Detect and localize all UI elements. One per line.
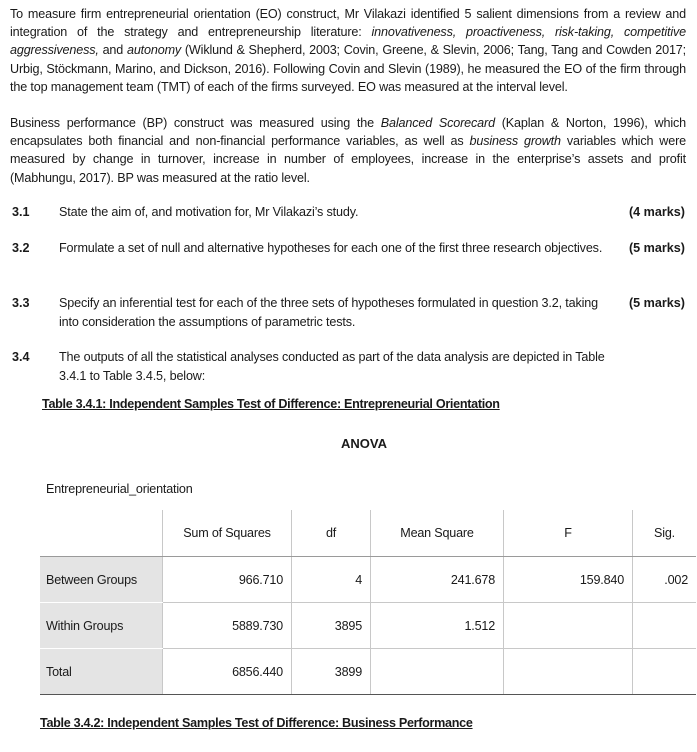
question-text: Formulate a set of null and alternative hypotheses for each one of the first three research objectives. [59, 241, 603, 255]
question-number: 3.2 [12, 241, 30, 255]
cell-sum-of-squares: 5889.730 [163, 603, 292, 649]
p1-text-a: To measure firm entrepreneurial orientation (EO) construct, Mr Vilakazi identified 5 salient dimensions from a review and integration of the strategy and entrepreneurship literature: [10, 7, 686, 40]
table-row [40, 649, 696, 695]
question-text: Specify an inferential test for each of the three sets of hypotheses formulated in question 3.2, taking into consideration the assumptions of parametric tests. [59, 296, 599, 329]
question-marks: (5 marks) [628, 296, 685, 310]
p2-italic-growth: business growth [469, 134, 561, 149]
table-3-4-2-caption: Table 3.4.2: Independent Samples Test of Difference: Business Performance [40, 716, 473, 730]
anova-title: ANOVA [341, 436, 387, 451]
p1-italic-dimensions: innovativeness, proactiveness, risk-taking, competitive aggressiveness, [10, 25, 686, 58]
question-marks: (4 marks) [628, 205, 685, 219]
header-blank [40, 510, 163, 557]
header-sig: Sig. [633, 510, 697, 557]
cell-mean-square: 1.512 [371, 603, 504, 649]
p1-text-c: (Wiklund & Shepherd, 2003; Covin, Greene, & Slevin, 2006; Tang, Tang and Cowden 2017; Urbig, Stöckmann, Marino, and Dickson, 2016). Following Covin and Slevin (1989), he measured the EO of the firm through the top management team (TMT) of each of the firms surveyed. EO was measured at the interval level. [10, 43, 686, 94]
header-f: F [504, 510, 633, 557]
cell-sig [633, 649, 697, 695]
cell-sig [633, 603, 697, 649]
cell-df: 4 [292, 557, 371, 603]
question-text: State the aim of, and motivation for, Mr Vilakazi’s study. [59, 205, 359, 219]
table-header-row [40, 510, 696, 557]
paragraph-bp-construct [10, 114, 686, 187]
question-number: 3.1 [12, 205, 30, 219]
cell-sig: .002 [633, 557, 697, 603]
row-label: Within Groups [40, 603, 163, 649]
table-3-4-1-caption: Table 3.4.1: Independent Samples Test of Difference: Entrepreneurial Orientation [42, 397, 500, 411]
p1-italic-autonomy: autonomy [126, 43, 182, 58]
question-number: 3.4 [12, 350, 30, 364]
cell-sum-of-squares: 966.710 [163, 557, 292, 603]
header-df: df [292, 510, 371, 557]
table-row [40, 557, 696, 603]
cell-mean-square [371, 649, 504, 695]
question-marks: (5 marks) [628, 241, 685, 255]
cell-mean-square: 241.678 [371, 557, 504, 603]
cell-df: 3895 [292, 603, 371, 649]
p2-text-c: variables which were measured by change in turnover, increase in number of employees, increase in the enterprise’s assets and profit (Mabhungu, 2017). BP was measured at the ratio level. [10, 134, 686, 185]
cell-sum-of-squares: 6856.440 [163, 649, 292, 695]
question-text: The outputs of all the statistical analyses conducted as part of the data analysis are depicted in Table 3.4.1 to Table 3.4.5, below: [59, 350, 605, 383]
anova-table [40, 510, 696, 695]
cell-f [504, 649, 633, 695]
paragraph-eo-construct [10, 5, 686, 96]
p2-text-a: Business performance (BP) construct was measured using the [10, 116, 381, 130]
cell-f [504, 603, 633, 649]
table-row [40, 603, 696, 649]
row-label: Between Groups [40, 557, 163, 603]
question-number: 3.3 [12, 296, 30, 310]
p1-text-b: and [98, 43, 127, 58]
cell-df: 3899 [292, 649, 371, 695]
dependent-variable-label: Entrepreneurial_orientation [46, 482, 193, 496]
row-label: Total [40, 649, 163, 695]
p2-italic-scorecard: Balanced Scorecard [380, 116, 495, 130]
cell-f: 159.840 [504, 557, 633, 603]
p2-text-b: (Kaplan & Norton, 1996), which encapsulates both financial and non-financial performance variables, as well as [10, 116, 687, 149]
header-sum-of-squares: Sum of Squares [163, 510, 292, 557]
header-mean-square: Mean Square [371, 510, 504, 557]
